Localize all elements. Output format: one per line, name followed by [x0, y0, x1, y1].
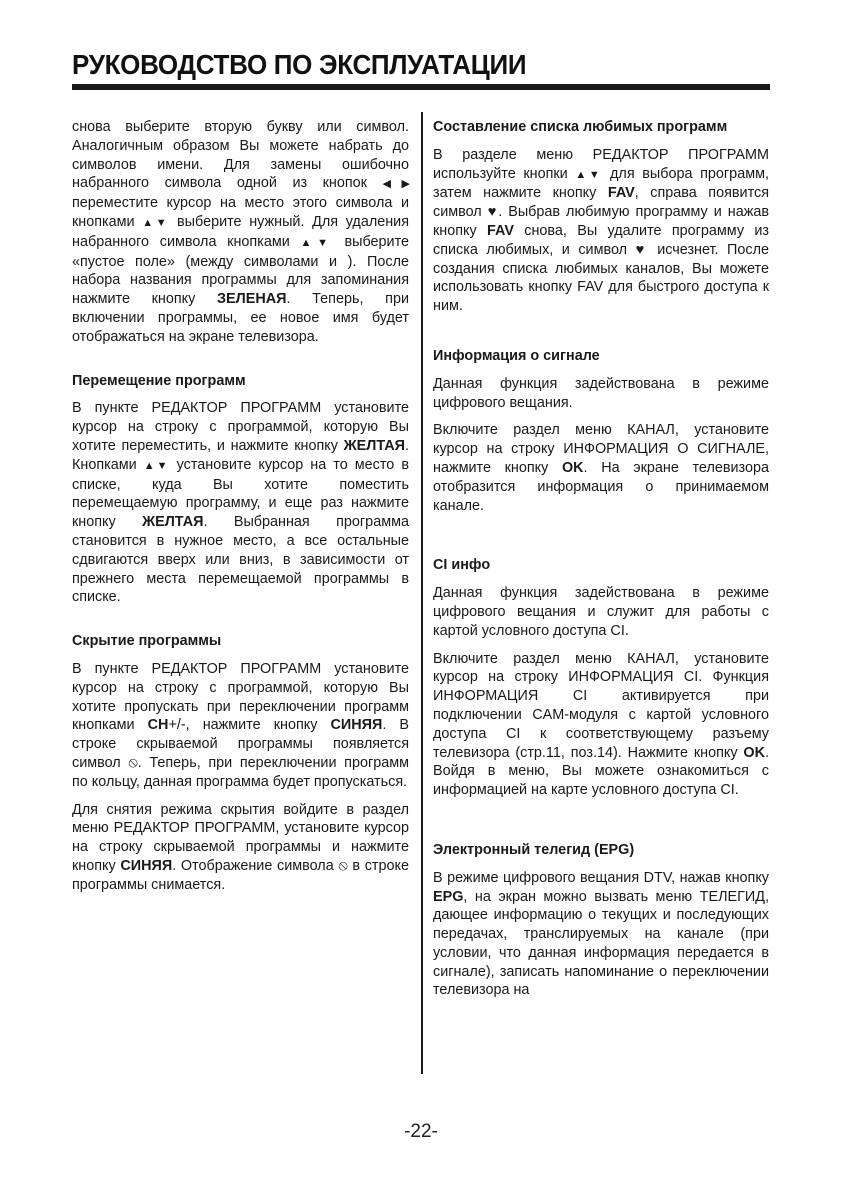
- text: снова выберите вторую букву или символ. Аналогичным образом Вы можете набрать до символов имени. Для замены ошибочно набранного символа одной из кнопок: [72, 119, 409, 192]
- text: . На экране телевизора отобразится информация о принимаемом канале.: [433, 459, 769, 514]
- text: Включите раздел меню КАНАЛ, установите курсор на строку ИНФОРМАЦИЯ О СИГНАЛЕ, нажмите кнопку: [433, 422, 769, 476]
- paragraph-signal-info: [433, 421, 769, 515]
- text: выберите нужный. Для удаления набранного символа кнопками: [72, 213, 409, 250]
- up-down-arrows-icon: ▲▼: [575, 168, 603, 181]
- button-name-yellow: ЖЕЛТАЯ: [142, 514, 204, 531]
- up-down-arrows-icon: ▲▼: [300, 236, 334, 249]
- button-name-ch: CH: [147, 717, 169, 734]
- text: . Кнопками: [72, 437, 409, 473]
- button-name-ok: OK: [561, 459, 584, 476]
- page-title: РУКОВОДСТВО ПО ЭКСПЛУАТАЦИИ: [72, 48, 527, 81]
- paragraph-move: [72, 399, 409, 607]
- text: +/-, нажмите кнопку: [168, 717, 331, 734]
- heart-icon: ♥: [635, 241, 649, 258]
- button-name-fav: FAV: [487, 222, 514, 239]
- right-column: [433, 118, 769, 1009]
- text: В режиме цифрового вещания DTV, нажав кнопку: [433, 869, 769, 886]
- text: в строке программы снимается.: [72, 857, 409, 893]
- button-name-yellow: ЖЕЛТАЯ: [343, 437, 405, 454]
- button-name-ok: OK: [743, 744, 765, 761]
- left-right-arrows-icon: ◀▶: [382, 178, 409, 191]
- text: . Отображение символа: [172, 857, 339, 874]
- text: . В строке скрываемой программы появляется символ: [72, 717, 409, 771]
- text: . Войдя в меню, Вы можете ознакомиться с информацией на карте условного доступа CI.: [433, 744, 769, 799]
- section-heading-move: Перемещение программ: [72, 372, 246, 389]
- text: . Теперь, при переключении программ по кольцу, данная программа будет пропускаться.: [72, 754, 409, 790]
- button-name-blue: СИНЯЯ: [330, 717, 383, 734]
- paragraph-ci-mode: Данная функция задействована в режиме цифрового вещания и служит для работы с картой условного доступа CI.: [433, 585, 769, 639]
- text: исчезнет. После создания списка любимых каналов, Вы можете использовать кнопку FAV для быстрого доступа к ним.: [433, 241, 769, 315]
- text: В пункте РЕДАКТОР ПРОГРАММ установите курсор на строку с программой, которую Вы хотите пропускать при переключении программ кнопками: [72, 660, 409, 734]
- paragraph-unskip: [72, 801, 409, 895]
- text: . Выбранная программа становится в нужное место, а все остальные сдвигаются вверх или вниз, в зависимости от прежнего места перемещаемой программы в списке.: [72, 514, 409, 606]
- text: снова, Вы удалите программу из списка любимых, и символ: [433, 222, 769, 258]
- button-name-epg: EPG: [433, 888, 464, 905]
- text: , справа появится символ: [433, 185, 769, 221]
- section-heading-ci: CI инфо: [433, 557, 491, 574]
- section-heading-epg: Электронный телегид (EPG): [433, 841, 635, 858]
- text: , на экран можно вызвать меню ТЕЛЕГИД, дающее информацию о текущих и последующих передачах, транслируемых на канале (при условии, что данная информация передается в сигнале), записать напоминание о переключении телевизора на: [433, 888, 769, 999]
- up-down-arrows-icon: ▲▼: [143, 459, 170, 472]
- paragraph-epg: [433, 869, 769, 1001]
- text: переместите курсор на место этого символа и кнопками: [72, 195, 409, 230]
- paragraph-ci-info: [433, 650, 769, 800]
- column-divider: [421, 112, 423, 1074]
- paragraph-skip: [72, 660, 409, 792]
- text: выберите «пустое поле» (между символами и ). После набора названия программы для запоминания нажмите кнопку: [72, 233, 410, 308]
- page-number: -22-: [404, 1121, 438, 1142]
- button-name-green: ЗЕЛЕНАЯ: [217, 291, 287, 308]
- heart-icon: ♥: [487, 204, 499, 221]
- text: В пункте РЕДАКТОР ПРОГРАММ установите курсор на строку с программой, которую Вы хотите переместить, и нажмите кнопку: [72, 400, 409, 454]
- button-name-fav: FAV: [607, 185, 635, 202]
- text: . Выбрав любимую программу и нажав кнопку: [433, 204, 769, 239]
- header-rule: [72, 84, 770, 90]
- text: Для снятия режима скрытия войдите в раздел меню РЕДАКТОР ПРОГРАММ, установите курсор на строку скрываемой программы и нажмите кнопку: [72, 801, 409, 874]
- section-heading-signal: Информация о сигнале: [433, 347, 600, 364]
- up-down-arrows-icon: ▲▼: [142, 216, 170, 229]
- paragraph-favorites: [433, 146, 769, 316]
- text: Включите раздел меню КАНАЛ, установите курсор на строку ИНФОРМАЦИЯ CI. Функция ИНФОРМАЦИЯ CI активируется при подключении CAM-модуля с картой условного доступа CI к соответствующему разъему телевизора (стр.11, поз.14). Нажмите кнопку: [433, 650, 769, 761]
- section-heading-favorites: Составление списка любимых программ: [433, 119, 728, 135]
- button-name-blue: СИНЯЯ: [120, 857, 173, 874]
- skip-icon: ⦸: [338, 857, 348, 874]
- text: . Теперь, при включении программы, ее новое имя будет отображаться на экране телевизора.: [72, 291, 409, 345]
- paragraph-signal-mode: Данная функция задействована в режиме цифрового вещания.: [433, 375, 769, 411]
- skip-icon: ⦸: [128, 754, 138, 771]
- paragraph-name-entry: [72, 118, 409, 347]
- text: В разделе меню РЕДАКТОР ПРОГРАММ используйте кнопки: [433, 146, 769, 182]
- section-heading-skip: Скрытие программы: [72, 633, 222, 650]
- page-header: [72, 46, 770, 80]
- left-column: [72, 118, 409, 903]
- text: установите курсор на то место в списке, куда Вы хотите поместить перемещаемую программу, и еще раз нажмите кнопку: [72, 456, 409, 531]
- text: для выбора программ, затем нажмите кнопку: [433, 165, 769, 202]
